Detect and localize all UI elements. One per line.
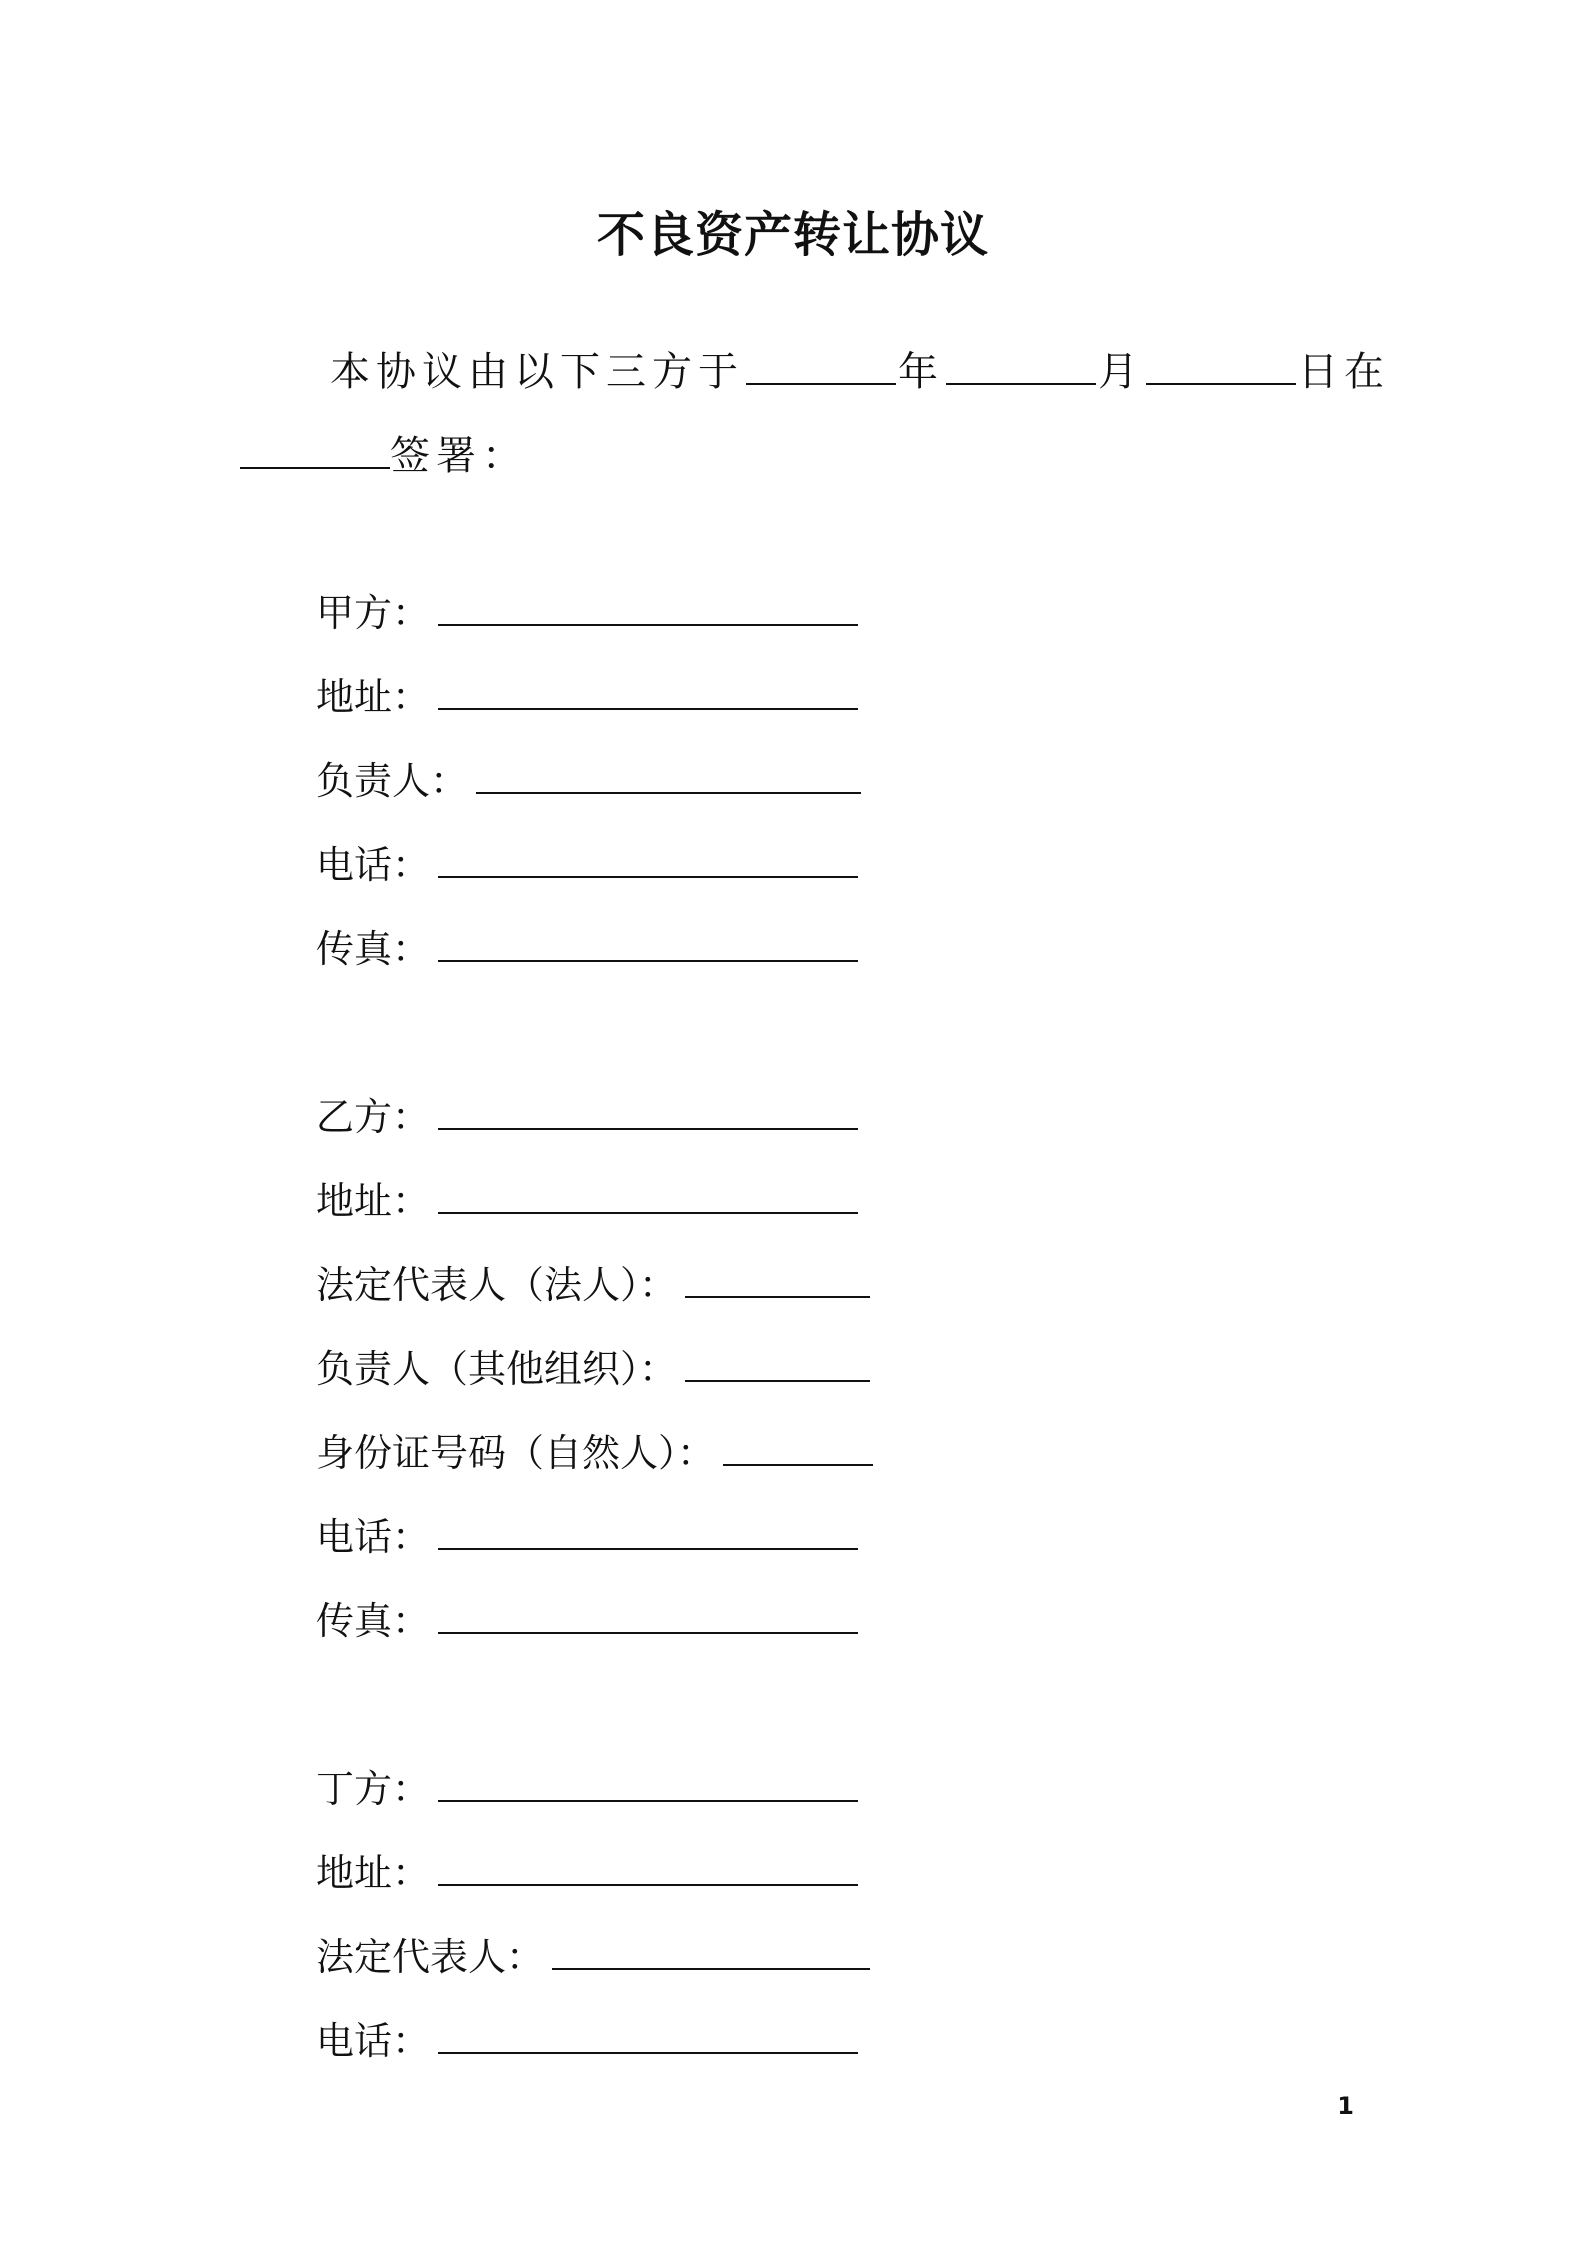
party-b-fax-blank[interactable] xyxy=(438,1631,858,1634)
party-a-address-label: 地址： xyxy=(316,675,431,719)
party-a-person-label: 负责人： xyxy=(316,759,469,803)
party-a-name-label: 甲方： xyxy=(316,591,431,635)
party-b-phone-field xyxy=(316,1512,858,1562)
party-d-address-field xyxy=(316,1848,858,1898)
intro-month: 月 xyxy=(1098,349,1144,395)
party-d-name-blank[interactable] xyxy=(438,1799,858,1802)
party-d-phone-label: 电话： xyxy=(316,2019,431,2063)
party-a-phone-field xyxy=(316,840,858,890)
party-b-address-blank[interactable] xyxy=(438,1211,858,1214)
party-a-address-field xyxy=(316,672,858,722)
party-b-phone-blank[interactable] xyxy=(438,1547,858,1550)
party-a-phone-label: 电话： xyxy=(316,843,431,887)
party-a-fax-label: 传真： xyxy=(316,927,431,971)
party-b-address-field xyxy=(316,1176,858,1226)
party-a-fax-blank[interactable] xyxy=(438,959,858,962)
intro-prefix: 本协议由以下三方于 xyxy=(330,349,744,395)
party-b-name-blank[interactable] xyxy=(438,1127,858,1130)
party-a-fax-field xyxy=(316,924,858,974)
party-b-legal-rep-label: 法定代表人（法人）： xyxy=(316,1263,678,1307)
party-a-name-field xyxy=(316,588,858,638)
intro-day: 日在 xyxy=(1298,349,1390,395)
party-b-name-label: 乙方： xyxy=(316,1095,431,1139)
party-d-legal-rep-blank[interactable] xyxy=(552,1967,870,1970)
party-b-legal-rep-field xyxy=(316,1260,870,1310)
party-d-legal-rep-field xyxy=(316,1932,870,1982)
party-b-id-label: 身份证号码（自然人）： xyxy=(316,1431,716,1475)
day-blank[interactable] xyxy=(1146,382,1296,385)
party-b-name-field xyxy=(316,1092,858,1142)
party-b-person-field xyxy=(316,1344,870,1394)
party-b-phone-label: 电话： xyxy=(316,1515,431,1559)
party-d-address-label: 地址： xyxy=(316,1851,431,1895)
party-b-person-blank[interactable] xyxy=(685,1379,870,1382)
party-d-name-field xyxy=(316,1764,858,1814)
party-a-address-blank[interactable] xyxy=(438,707,858,710)
intro-year: 年 xyxy=(898,349,944,395)
party-d-legal-rep-label: 法定代表人： xyxy=(316,1935,545,1979)
place-blank[interactable] xyxy=(240,466,390,469)
party-a-person-blank[interactable] xyxy=(476,791,861,794)
page-number: 1 xyxy=(1337,2092,1354,2120)
party-b-fax-label: 传真： xyxy=(316,1599,431,1643)
party-d-name-label: 丁方： xyxy=(316,1767,431,1811)
party-d-address-blank[interactable] xyxy=(438,1883,858,1886)
party-d-phone-field xyxy=(316,2016,858,2066)
party-a-phone-blank[interactable] xyxy=(438,875,858,878)
party-b-id-field xyxy=(316,1428,873,1478)
party-b-legal-rep-blank[interactable] xyxy=(685,1295,870,1298)
party-b-person-label: 负责人（其他组织）： xyxy=(316,1347,678,1391)
party-b-address-label: 地址： xyxy=(316,1179,431,1223)
year-blank[interactable] xyxy=(746,382,896,385)
intro-line-2 xyxy=(240,414,528,498)
party-a-person-field xyxy=(316,756,861,806)
party-b-fax-field xyxy=(316,1596,858,1646)
intro-suffix: 签署： xyxy=(390,433,528,479)
party-b-id-blank[interactable] xyxy=(723,1463,873,1466)
party-d-phone-blank[interactable] xyxy=(438,2051,858,2054)
party-a-name-blank[interactable] xyxy=(438,623,858,626)
document-title: 不良资产转让协议 xyxy=(596,207,989,263)
intro-line-1 xyxy=(330,330,1390,414)
month-blank[interactable] xyxy=(946,382,1096,385)
